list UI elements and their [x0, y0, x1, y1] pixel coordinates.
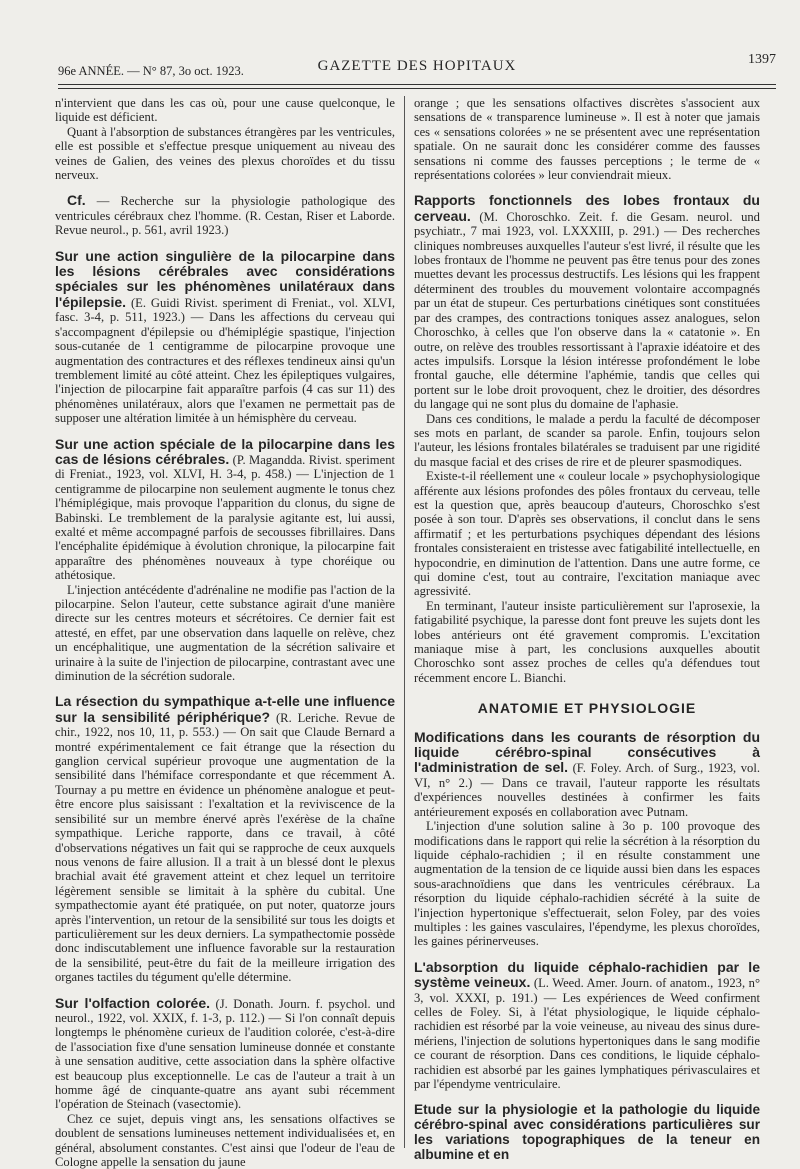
article-reference: (F. Foley. Arch. of Surg., 1923, vol. VI, n° 2.)	[414, 761, 760, 790]
article-text: — L'injection de 1 centigramme de pilocarpine non seulement augmente le tonus chez l'hémiplégique, mais provoque l'apparition du clonus, du signe de Babinski. Le tremblement de la paralysie agitante est, lui aussi, exalté et même accompagné parfois de secousses fibrillaires. Dans l'encéphalite épidémique à évolution chronique, la pilocarpine fait apparaître des phénomènes nouveaux à type choréique ou athétosique.	[55, 467, 395, 583]
article-entry	[414, 960, 760, 1092]
article-text: — On sait que Claude Bernard a montré expérimentalement ce fait étrange que la résection du ganglion cervical supérieur provoque une augmentation de la sensibilité dans l'hémiface correspondante et que récemment A. Tournay a pu mettre en évidence un phénomène analogue et peut-être encore plus saisissant : l'exaltation et la reviviscence de la sensibilité sur un membre énervé après l'exérèse de la chaîne sympathique. Leriche rapporte, dans ce travail, à côté d'observations négatives un fait qui se rapproche de ceux auxquels nous venons de faire allusion. Il a trait à un blessé dont le plexus brachial avait été gravement atteint et chez lequel un territoire légèrement sensible se limitait à la sphère du cubital. Une sympathectomie ayant été pratiquée, on put noter, quatorze jours après l'intervention, un retour de la sensibilité sur tous les doigts et particulièrement sur les deux derniers. La sympathectomie possède donc indiscutablement une influence favorable sur la restauration de la sensibilité, peut-être du fait de la meilleure irrigation des organes tactiles du tégument qu'elle détermine.	[55, 725, 395, 985]
article-reference: (R. Leriche. Revue de chir., 1922, nos 10, 11, p. 553.)	[55, 710, 395, 740]
article-reference: (P. Magandda. Rivist. speriment di Freniat., 1923, vol. XLVI, H. 3-4, p. 458.)	[55, 452, 395, 482]
paragraph: Chez ce sujet, depuis vingt ans, les sensations olfactives se doublent de sensations lumineuses nettement individualisées et, en général, absolument constantes. C'est ainsi que l'odeur de l'eau de Cologne appelle la sensation du jaune	[55, 1111, 395, 1169]
cf-reference: (R. Cestan, Riser et Laborde. Revue neurol., p. 561, avril 1923.)	[55, 208, 395, 238]
section-heading: ANATOMIE ET PHYSIOLOGIE	[477, 700, 697, 717]
article-entry	[414, 730, 760, 819]
article-entry	[55, 249, 395, 426]
cf-label: Cf.	[67, 192, 86, 209]
article-title: Rapports fonctionnels des lobes frontaux du cerveau.	[414, 192, 760, 224]
article-text: — Dans les affections du cerveau qui s'accompagnent d'épilepsie ou d'hémiplégie spastique, l'injection sous-cutanée de 1 centigramme de pilocarpine provoque une augmentation des contractures et des réflexes tendineux ainsi qu'un tremblement limité au côté atteint. Chez les épileptiques vulgaires, l'injection de pilocarpine fait apparaître parfois (4 cas sur 11) des phénomènes unilatéraux, alors que l'examen ne permettait pas de supposer une altération limitée à un hémisphère du cerveau.	[55, 310, 395, 426]
cf-entry	[55, 193, 395, 237]
paragraph: Dans ces conditions, le malade a perdu la faculté de décomposer ses mots en parlant, de scander sa parole. Enfin, toujours selon l'auteur, les lésions frontales bilatérales se traduisent par une rigidité du masque facial et des crises de rire et de pleurer spasmodiques.	[414, 411, 760, 469]
article-text: — Les expériences de Weed confirment celles de Foley. Si, à l'état physiologique, le liquide céphalo-rachidien est résorbé par la voie veineuse, au niveau des sinus dure-mériens, l'injection de solutions hypertoniques dans le sang modifie ce courant de résorption. Dans ces conditions, le liquide céphalo-rachidien est absorbé par les gaines lymphatiques périvasculaires et par l'épendyme ventriculaire.	[414, 990, 760, 1091]
header-rule-top	[58, 84, 776, 85]
issue-line: 96e ANNÉE. — N° 87, 3o oct. 1923.	[58, 64, 244, 78]
article-text: — Des recherches cliniques nombreuses auxquelles l'auteur s'est livré, il résulte que les lobes frontaux de l'homme ne peuvent pas être tenus pour des zones muettes devant les processus destructifs. Les lésions qui les frappent déterminent des troubles du mouvement volontaire accompagnés par un état de stupeur. Ces perturbations cinétiques sont constituées par des crampes, des contractions toniques assez analogues, selon Choroschko, à celles que l'on observe dans la « catatonie ». En outre, on relève des troubles ressortissant à l'apraxie idéatoire et des actes impulsifs. Lorsque la lésion intéresse profondément le lobe frontal gauche, elle détermine l'aphémie, tandis que celles qui portent sur le lobe droit provoquent, chez le droitier, des désordres du langage qui ne sont plus du domaine de l'aphasie.	[414, 224, 760, 412]
cf-text: — Recherche sur la physiologie pathologique des ventricules cérébraux chez l'homme.	[55, 194, 395, 223]
article-reference: (L. Weed. Amer. Journ. of anatom., 1923, n° 3, vol. XXXI, p. 191.)	[414, 976, 760, 1005]
article-text: — Si l'on connaît depuis longtemps le phénomène curieux de l'audition colorée, c'est-à-dire de l'association fixe d'une sensation lumineuse donnée et constante à une sensation auditive, cette association dans la sphère olfactive est beaucoup plus exceptionnelle. Le cas de l'auteur a trait à un homme âgé de cinquante-quatre ans ayant subi récemment l'opération de Steinach (vasectomie).	[55, 1010, 395, 1112]
left-column	[55, 96, 396, 1169]
article-entry	[55, 437, 395, 583]
page-number: 1397	[748, 52, 776, 67]
right-column	[414, 96, 760, 1163]
article-title: L'absorption du liquide céphalo-rachidien par le système veineux.	[414, 958, 760, 991]
paragraph: orange ; que les sensations olfactives discrètes s'associent aux sensations de « transparence lumineuse ». Il est à noter que jamais ces « sensations colorées » ne se présentent avec une représentation spatiale. On ne saurait donc les considérer comme des fausses sensations ni comme des fausses perceptions ; le terme de « représentations colorées » leur conviendrait mieux.	[414, 96, 760, 183]
article-entry	[55, 694, 395, 984]
article-title: Modifications dans les courants de résorption du liquide cérébro-spinal consécutives à l'administration de sel.	[414, 728, 760, 776]
article-title: Sur l'olfaction colorée.	[55, 994, 211, 1011]
paragraph: n'intervient que dans les cas où, pour une cause quelconque, le liquide est déficient.	[55, 96, 395, 125]
article-title: La résection du sympathique a-t-elle une influence sur la sensibilité périphérique?	[55, 693, 395, 725]
article-text: — Dans ce travail, l'auteur rapporte les résultats d'expériences nouvelles destinées à confirmer les faits antérieurement exposés en collaboration avec Putnam.	[414, 775, 760, 819]
article-entry	[414, 193, 760, 411]
column-divider	[404, 96, 405, 1148]
article-reference: (M. Choroschko. Zeit. f. die Gesam. neurol. und psychiatr., 7 mai 1923, vol. LXXXIII, p. 291.)	[414, 209, 760, 239]
paragraph: Quant à l'absorption de substances étrangères par les ventricules, elle est possible et s'effectue presque uniquement au niveau des veines de Galien, des veines des plexus choroïdes et du tissu nerveux.	[55, 124, 395, 183]
paragraph: En terminant, l'auteur insiste particulièrement sur l'aprosexie, la fatigabilité psychique, la paresse dont font preuve les sujets dont les lobes antérieurs ont été gravement compromis. L'excitation maniaque mise à part, les conclusions auxquelles aboutit Choroschko sont assez proches de celles qu'a défendues tout récemment encore L. Bianchi.	[414, 598, 760, 685]
page-header	[58, 50, 776, 80]
article-reference: (J. Donath. Journ. f. psychol. und neurol., 1922, vol. XXIX, f. 1-3, p. 112.)	[55, 996, 396, 1025]
paragraph: Existe-t-il réellement une « couleur locale » psychophysiologique afférente aux lésions profondes des pôles frontaux du cerveau, telle est la question que, après beaucoup d'auteurs, Choroschko s'est posée à son tour. D'après ses observations, il conclut dans le sens affirmatif ; et les perturbations psychiques dépendant des lésions frontales consisteraient en tristesse avec fatigabilité intellectuelle, en hypocondrie, en diminution de l'attention. Dans une autre forme, ce qui domine c'est, tout au contraire, l'excitation maniaque avec agressivité.	[414, 469, 760, 599]
article-reference: (E. Guidi Rivist. speriment di Freniat., vol. XLVI, fasc. 3-4, p. 511, 1923.)	[55, 295, 395, 325]
article-title: Sur une action singulière de la pilocarpine dans les lésions cérébrales avec considérations spéciales sur les phénomènes unilatéraux dans l'épilepsie.	[55, 247, 395, 310]
article-title: Sur une action spéciale de la pilocarpine dans les cas de lésions cérébrales.	[55, 435, 395, 467]
paragraph: L'injection antécédente d'adrénaline ne modifie pas l'action de la pilocarpine. Selon l'auteur, cette substance agirait d'une manière directe sur les centres moteurs et sécrétoires. Ce dernier fait est attesté, en effet, par une observation dans laquelle on relève, chez un encéphalitique, une augmentation de la sécrétion salivaire et urinaire à la suite de l'injection de pilocarpine, contrastant avec une diminution de la sécrétion sudorale.	[55, 582, 395, 684]
journal-title: GAZETTE DES HOPITAUX	[317, 58, 517, 74]
article-title-continued: Etude sur la physiologie et la pathologie du liquide cérébro-spinal avec considérations particulières sur les variations topographiques de la teneur en albumine et en	[414, 1102, 760, 1163]
header-rule-bottom	[58, 88, 776, 89]
article-entry	[55, 996, 395, 1112]
paragraph: L'injection d'une solution saline à 3o p. 100 provoque des modifications dans le rapport qui relie la sécrétion à la résorption du liquide céphalo-rachidien ; il en résulte constamment une augmentation de la tension de ce liquide aussi bien dans les espaces sous-arachnoïdiens que dans les ventricules cérébraux. La résorption du liquide céphalo-rachidien sécrété à la suite de l'injection hypertonique s'effectuerait, selon Foley, par des voies multiples : les gaines vasculaires, l'épendyme, les plexus choroïdes, les gaines périnerveuses.	[414, 819, 760, 949]
